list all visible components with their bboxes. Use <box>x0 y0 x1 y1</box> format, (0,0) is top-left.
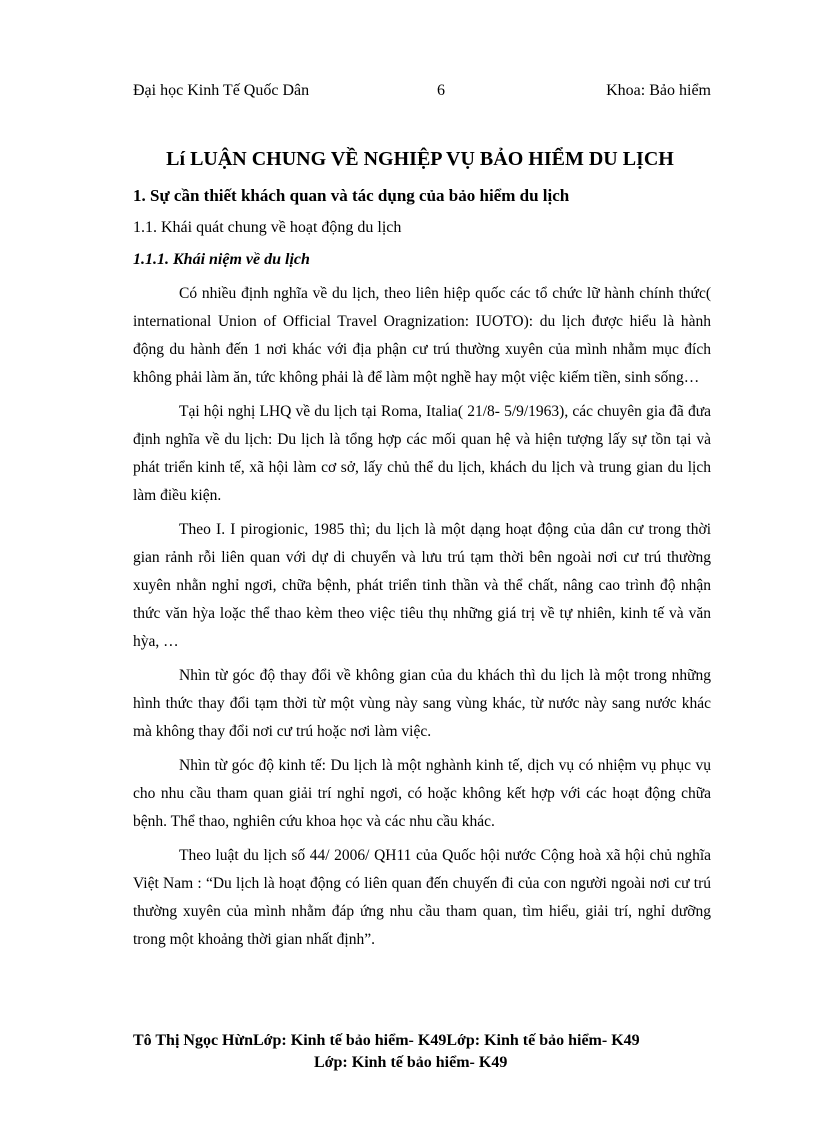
paragraph: Theo luật du lịch số 44/ 2006/ QH11 của Quốc hội nước Cộng hoà xã hội chủ nghĩa Việt Nam : “Du lịch là hoạt động có liên quan đến chuyến đi của con người ngoài nơi cư trú thường xuyên của mình nhằm đáp ứng nhu cầu tham quan, tìm hiểu, giải trí, nghỉ dưỡng trong một khoảng thời gian nhất định”. <box>133 847 711 948</box>
paragraph: Theo I. I pirogionic, 1985 thì; du lịch là một dạng hoạt động của dân cư trong thời gian rảnh rỗi liên quan với dự di chuyển và lưu trú tạm thời bên ngoài nơi cư trú thường xuyên nhằn nghỉ ngơi, chữa bệnh, phát triển tinh thần và thể chất, nâng cao trình độ nhận thức văn hỳa loặc thể thao kèm theo việc tiêu thụ những giá trị về tự nhiên, kinh tế và văn hỳa, … <box>133 521 711 650</box>
footer-author-line: Tô Thị Ngọc HừnLớp: Kinh tế bảo hiểm- K49Lớp: Kinh tế bảo hiểm- K49 <box>133 1032 640 1049</box>
document-title: Lí LUẬN CHUNG VỀ NGHIỆP VỤ BẢO HIỂM DU LỊCH <box>166 148 674 170</box>
footer-class-line: Lớp: Kinh tế bảo hiểm- K49 <box>314 1054 508 1071</box>
paragraph: Nhìn từ góc độ kinh tế: Du lịch là một nghành kinh tế, dịch vụ có nhiệm vụ phục vụ cho nhu cầu tham quan giải trí nghỉ ngơi, có hoặc không kết hợp với các hoạt động chữa bệnh. Thể thao, nghiên cứu khoa học và các nhu cầu khác. <box>133 757 711 830</box>
body-text <box>133 280 711 960</box>
section-heading-1: 1. Sự cần thiết khách quan và tác dụng của bảo hiểm du lịch <box>133 186 570 205</box>
section-heading-1-1-1: 1.1.1. Khái niệm về du lịch <box>133 251 310 268</box>
header-faculty: Khoa: Bảo hiểm <box>606 82 711 99</box>
paragraph: Tại hội nghị LHQ về du lịch tại Roma, Italia( 21/8- 5/9/1963), các chuyên gia đã đưa định nghĩa về du lịch: Du lịch là tổng hợp các mối quan hệ và hiện tượng lấy sự tồn tại và phát triển kinh tế, xã hội làm cơ sở, lấy chủ thể du lịch, khách du lịch và trung gian du lịch làm điều kiện. <box>133 403 711 504</box>
paragraph: Có nhiều định nghĩa về du lịch, theo liên hiệp quốc các tổ chức lữ hành chính thức( international Union of Official Travel Oragnization: IUOTO): du lịch được hiểu là hành động du hành đến 1 nơi khác với địa phận cư trú thường xuyên của mình nhằm mục đích không phải làm ăn, tức không phải là để làm một nghề hay một việc kiếm tiền, sinh sống… <box>133 285 711 386</box>
page-header <box>133 80 711 102</box>
header-university: Đại học Kinh Tế Quốc Dân <box>133 82 310 99</box>
section-heading-1-1: 1.1. Khái quát chung về hoạt động du lịch <box>133 219 402 236</box>
page-footer <box>133 1030 693 1074</box>
paragraph: Nhìn từ góc độ thay đổi về không gian của du khách thì du lịch là một trong những hình thức thay đổi tạm thời từ một vùng này sang vùng khác, từ nước này sang nước khác mà không thay đổi nơi cư trú hoặc nơi làm việc. <box>133 667 711 740</box>
header-page-number: 6 <box>437 82 445 99</box>
